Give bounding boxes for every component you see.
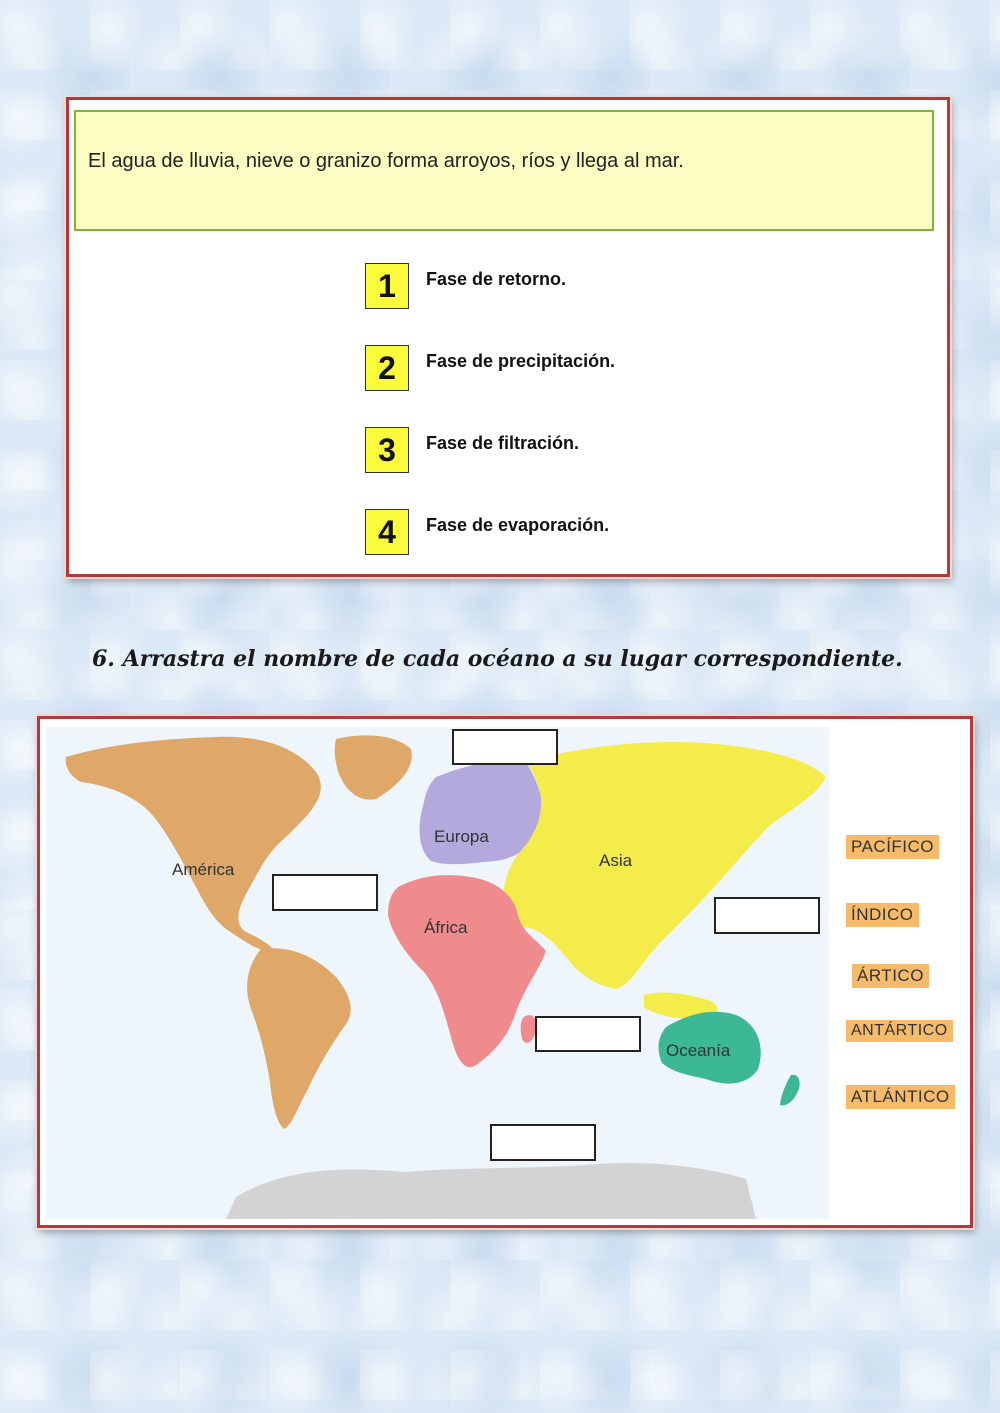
option-1[interactable] (365, 263, 765, 311)
asia-shape (503, 742, 826, 989)
continent-label-oceania: Oceanía (666, 1041, 731, 1060)
continent-label-europa: Europa (434, 827, 489, 846)
option-number-box[interactable]: 4 (365, 509, 409, 555)
continent-label-asia: Asia (599, 851, 633, 870)
madagascar-shape (521, 1015, 537, 1043)
option-number-box[interactable]: 2 (365, 345, 409, 391)
drop-target-antarctic[interactable] (490, 1124, 596, 1161)
drop-target-pacific[interactable] (714, 897, 820, 934)
option-label: Fase de precipitación. (426, 351, 616, 371)
statement-text: El agua de lluvia, nieve o granizo forma arroyos, ríos y llega al mar. (88, 150, 684, 172)
option-label: Fase de filtración. (426, 433, 580, 453)
greenland-shape (335, 735, 412, 799)
ocean-tag-pacifico[interactable]: PACÍFICO (846, 835, 939, 859)
drop-target-indian[interactable] (535, 1016, 641, 1052)
continent-label-africa: África (424, 918, 468, 937)
world-map (46, 727, 829, 1219)
option-label: Fase de evaporación. (426, 515, 610, 535)
world-map-drawing (46, 727, 829, 1219)
question-panel (66, 97, 950, 577)
ocean-tag-antartico[interactable]: ANTÁRTICO (846, 1020, 953, 1042)
exercise-instruction: 6. Arrastra el nombre de cada océano a su lugar correspondiente. (92, 646, 903, 672)
option-4[interactable] (365, 509, 765, 557)
ocean-tag-atlantico[interactable]: ATLÁNTICO (846, 1085, 955, 1109)
option-number-box[interactable]: 3 (365, 427, 409, 473)
ocean-tag-indico[interactable]: ÍNDICO (846, 903, 919, 927)
option-number-box[interactable]: 1 (365, 263, 409, 309)
north-america-shape (66, 737, 321, 953)
option-label: Fase de retorno. (426, 269, 567, 289)
antarctica-shape (226, 1163, 756, 1219)
continent-label-america: América (172, 860, 235, 879)
map-panel (37, 716, 973, 1228)
drop-target-arctic[interactable] (452, 729, 558, 765)
option-3[interactable] (365, 427, 765, 475)
south-america-shape (247, 948, 351, 1129)
drop-target-atlantic[interactable] (272, 874, 378, 911)
statement-box (74, 110, 934, 231)
option-2[interactable] (365, 345, 765, 393)
ocean-tag-artico[interactable]: ÁRTICO (852, 964, 929, 988)
new-zealand-shape (780, 1075, 800, 1106)
